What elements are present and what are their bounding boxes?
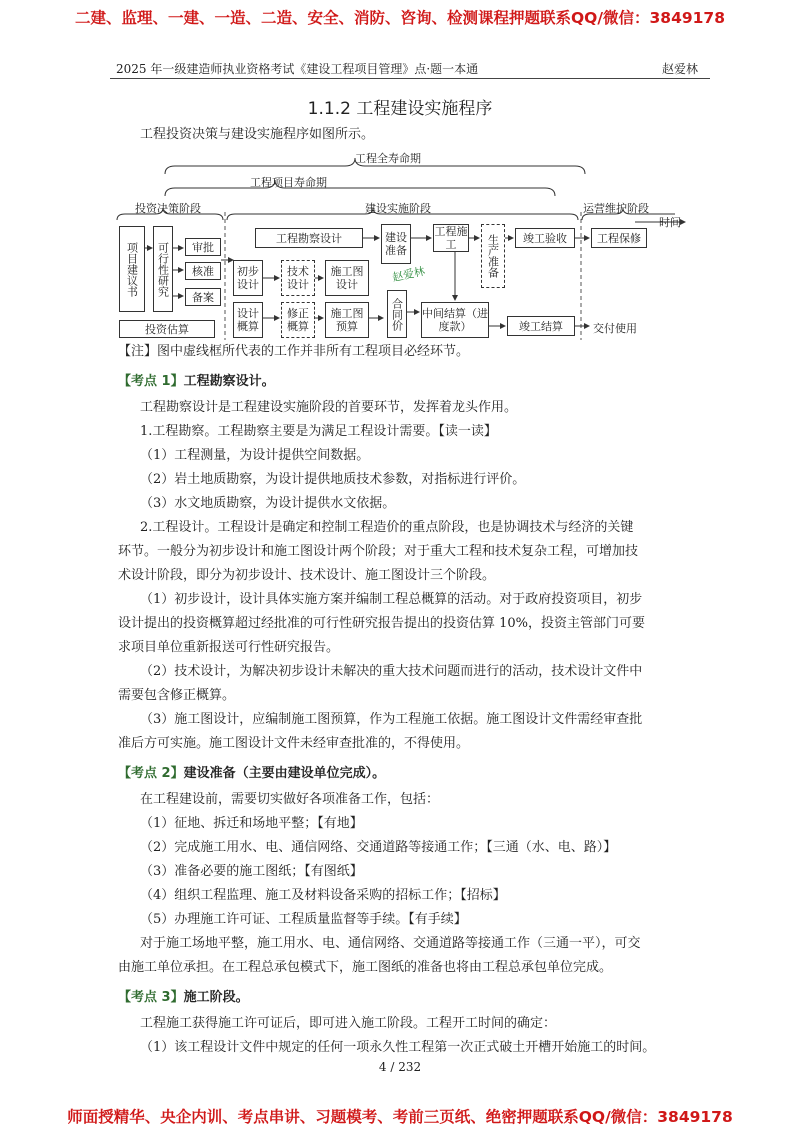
paragraph: 对于施工场地平整，施工用水、电、通信网络、交通道路等接通工作（三通一平），可交: [140, 936, 641, 951]
paragraph: （1）工程测量，为设计提供空间数据。: [140, 448, 370, 463]
paragraph: （4）组织工程监理、施工及材料设备采购的招标工作；【招标】: [140, 888, 506, 903]
bottom-banner: 师面授精华、央企内训、考点串讲、习题模考、考前三页纸、绝密押题联系QQ/微信：3849178: [67, 1108, 733, 1126]
paragraph: （2）完成施工用水、电、通信网络、交通道路等接通工作；【三通（水、电、路）】: [140, 840, 617, 855]
top-banner: 二建、监理、一建、一造、二造、安全、消防、咨询、检测课程押题联系QQ/微信：3849178: [74, 9, 725, 27]
paragraph: 由施工单位承担。在工程总承包模式下，施工图纸的准备也将由工程总承包单位完成。: [118, 960, 613, 975]
paragraph: （1）初步设计，设计具体实施方案并编制工程总概算的活动。对于政府投资项目，初步: [140, 592, 643, 607]
label-life-all: 工程全寿命期: [355, 152, 421, 165]
box-revised-budget: 修正概算: [281, 302, 315, 338]
label-phase-operate: 运营维护阶段: [583, 202, 649, 215]
box-build-prep: 建设准备: [381, 224, 411, 264]
box-contract-price: 合同价: [387, 290, 407, 338]
box-drawing-budget: 施工图预算: [325, 302, 369, 338]
construction-procedure-diagram: [115, 150, 695, 350]
paragraph: （2）技术设计，为解决初步设计未解决的重大技术问题而进行的活动，技术设计文件中: [140, 664, 643, 679]
label-phase-build: 建设实施阶段: [365, 202, 431, 215]
kp3-title: 施工阶段。: [183, 990, 249, 1005]
paragraph: （3）准备必要的施工图纸；【有图纸】: [140, 864, 363, 879]
paragraph: 2.工程设计。工程设计是确定和控制工程造价的重点阶段，也是协调技术与经济的关键: [140, 520, 634, 535]
box-record: 备案: [185, 288, 221, 306]
box-maintenance: 工程保修: [591, 228, 647, 248]
paragraph: 需要包含修正概算。: [118, 688, 236, 703]
paragraph: 术设计阶段，即分为初步设计、技术设计、施工图设计三个阶段。: [118, 568, 496, 583]
box-ratify: 核准: [185, 262, 221, 280]
box-construction: 工程施工: [434, 225, 468, 251]
label-time: 时间: [659, 216, 681, 229]
kp2-tag: 【考点 2】: [118, 766, 184, 781]
paragraph: （1）征地、拆迁和场地平整；【有地】: [140, 816, 363, 831]
box-approve: 审批: [185, 238, 221, 256]
paragraph: （5）办理施工许可证、工程质量监督等手续。【有手续】: [140, 912, 467, 927]
kp3-heading: [118, 988, 718, 1008]
paragraph: （1）该工程设计文件中规定的任何一项永久性工程第一次正式破土开槽开始施工的时间。: [140, 1040, 656, 1055]
kp1-heading: [118, 372, 718, 392]
author-stamp: 赵爱林: [391, 264, 427, 285]
box-survey-design: 工程勘察设计: [255, 228, 363, 248]
label-phase-decision: 投资决策阶段: [135, 202, 201, 215]
box-design-budget: 设计概算: [233, 302, 263, 338]
box-progress-settlement: 中间结算（进度款）: [421, 302, 489, 338]
box-production-prep: 生产准备: [481, 224, 505, 288]
box-feasibility: 可行性研究: [153, 226, 173, 312]
box-completion-acceptance: 竣工验收: [515, 228, 575, 248]
paragraph: （2）岩土地质勘察，为设计提供地质技术参数，对指标进行评价。: [140, 472, 526, 487]
paragraph: 工程勘察设计是工程建设实施阶段的首要环节，发挥着龙头作用。: [140, 400, 518, 415]
label-life-project: 工程项目寿命期: [250, 176, 327, 189]
header-author: 赵爱林: [661, 62, 698, 76]
paragraph: 在工程建设前，需要切实做好各项准备工作，包括：: [140, 792, 440, 807]
kp2-heading: [118, 764, 718, 784]
box-prelim-design: 初步设计: [233, 260, 263, 296]
box-investment-estimate: 投资估算: [119, 320, 215, 338]
box-project-proposal: 项目建议书: [119, 226, 145, 312]
box-construction-drawing: 施工图设计: [325, 260, 369, 296]
header-title: 2025 年一级建造师执业资格考试《建设工程项目管理》点·题一本通: [116, 62, 479, 76]
paragraph: 设计提出的投资概算超过经批准的可行性研究报告提出的投资估算 10%，投资主管部门可要: [118, 616, 646, 631]
box-completion-settlement: 竣工结算: [507, 316, 575, 336]
paragraph: （3）施工图设计，应编制施工图预算，作为工程施工依据。施工图设计文件需经审查批: [140, 712, 643, 727]
kp1-tag: 【考点 1】: [118, 374, 184, 389]
section-title: 1.1.2 工程建设实施程序: [307, 99, 493, 119]
kp2-title: 建设准备（主要由建设单位完成）。: [183, 766, 386, 781]
paragraph: （3）水文地质勘察，为设计提供水文依据。: [140, 496, 396, 511]
diagram-note: 【注】图中虚线框所代表的工作并非所有工程项目必经环节。: [118, 344, 470, 359]
page-number: 4 / 232: [378, 1060, 422, 1074]
kp3-tag: 【考点 3】: [118, 990, 184, 1005]
running-header: [110, 58, 710, 79]
kp1-title: 工程勘察设计。: [183, 374, 275, 389]
paragraph: 环节。一般分为初步设计和施工图设计两个阶段；对于重大工程和技术复杂工程，可增加技: [118, 544, 639, 559]
intro-text: 工程投资决策与建设实施程序如图所示。: [140, 127, 375, 142]
paragraph: 求项目单位重新报送可行性研究报告。: [118, 640, 340, 655]
paragraph: 准后方可实施。施工图设计文件未经审查批准的，不得使用。: [118, 736, 470, 751]
label-delivery: 交付使用: [593, 322, 637, 335]
paragraph: 工程施工获得施工许可证后，即可进入施工阶段。工程开工时间的确定：: [140, 1016, 557, 1031]
box-tech-design: 技术设计: [281, 260, 315, 296]
paragraph: 1.工程勘察。工程勘察主要是为满足工程设计需要。【读一读】: [140, 424, 497, 439]
